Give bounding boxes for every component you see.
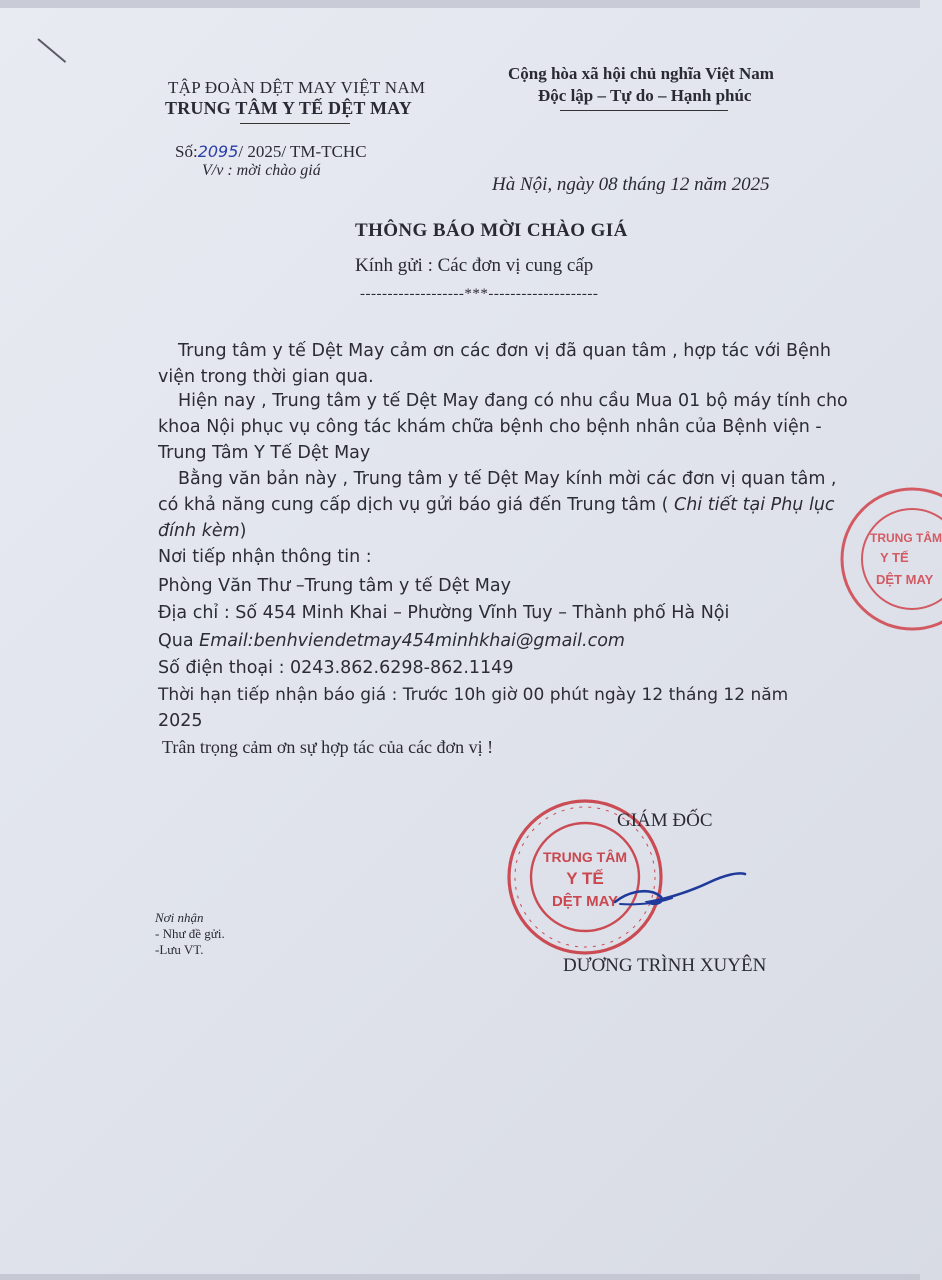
contact-email-line	[158, 631, 625, 651]
appendix-reference-end: đính kèm	[158, 521, 240, 541]
reference-prefix: Số:	[175, 142, 198, 161]
header-rule-left	[240, 123, 350, 124]
body-p3-close: )	[239, 521, 247, 541]
contact-email-prefix: Qua	[158, 631, 200, 651]
org-parent: TẬP ĐOÀN DỆT MAY VIỆT NAM	[168, 78, 426, 97]
header-rule-right	[560, 110, 728, 111]
body-p3-line1: Bằng văn bản này , Trung tâm y tế Dệt May kính mời các đơn vị quan tâm ,	[178, 469, 837, 489]
body-p3-line3	[158, 521, 247, 541]
contact-phone: Số điện thoại : 0243.862.6298-862.1149	[158, 658, 514, 678]
reference-number	[175, 142, 367, 162]
reference-suffix: / 2025/ TM-TCHC	[238, 142, 367, 161]
national-motto: Độc lập – Tự do – Hạnh phúc	[538, 86, 752, 105]
appendix-reference: Chi tiết tại Phụ lục	[674, 495, 835, 515]
dateline: Hà Nội, ngày 08 tháng 12 năm 2025	[492, 174, 770, 195]
document-title: THÔNG BÁO MỜI CHÀO GIÁ	[355, 220, 628, 241]
body-p1-line1: Trung tâm y tế Dệt May cảm ơn các đơn vị đã quan tâm , hợp tác với Bệnh	[178, 341, 831, 361]
greeting: Kính gửi : Các đơn vị cung cấp	[355, 255, 594, 276]
org-name: TRUNG TÂM Y TẾ DỆT MAY	[165, 98, 412, 118]
paper-edge-bottom	[0, 1274, 920, 1280]
handwritten-signature	[560, 860, 750, 920]
divider: -------------------***--------------------	[360, 286, 599, 302]
recipient-item: - Như đề gửi.	[155, 926, 225, 941]
national-title: Cộng hòa xã hội chủ nghĩa Việt Nam	[508, 64, 774, 83]
stamp-line3: DỆT MAY	[551, 893, 619, 910]
signatory-name: DƯƠNG TRÌNH XUYÊN	[563, 955, 767, 976]
contact-heading: Nơi tiếp nhận thông tin :	[158, 547, 372, 567]
contact-address: Địa chỉ : Số 454 Minh Khai – Phường Vĩnh Tuy – Thành phố Hà Nội	[158, 603, 730, 623]
body-p2-line1: Hiện nay , Trung tâm y tế Dệt May đang có nhu cầu Mua 01 bộ máy tính cho	[178, 391, 848, 411]
stamp-line2: Y TẾ	[566, 869, 604, 888]
side-stamp-line3: DỆT MAY	[876, 572, 934, 587]
handwritten-number: 2095	[197, 142, 239, 161]
side-stamp	[832, 484, 942, 634]
recipients-heading: Nơi nhận	[155, 910, 204, 925]
recipient-item: -Lưu VT.	[155, 942, 204, 957]
paper-edge-top	[0, 0, 920, 8]
deadline-line2: 2025	[158, 711, 203, 731]
pencil-mark	[37, 38, 66, 63]
signatory-title: GIÁM ĐỐC	[617, 810, 713, 831]
stamp-line1: TRUNG TÂM	[543, 849, 627, 865]
body-p3-line2	[158, 495, 835, 515]
contact-email: Email:benhviendetmay454minhkhai@gmail.com	[199, 631, 625, 651]
body-p2-line3: Trung Tâm Y Tế Dệt May	[158, 443, 371, 463]
deadline-line1: Thời hạn tiếp nhận báo giá : Trước 10h giờ 00 phút ngày 12 tháng 12 năm	[158, 685, 789, 705]
side-stamp-line2: Y TẾ	[880, 550, 909, 565]
closing-line: Trân trọng cảm ơn sự hợp tác của các đơn vị !	[162, 737, 494, 757]
side-stamp-line1: TRUNG TÂM	[870, 531, 942, 545]
contact-office: Phòng Văn Thư –Trung tâm y tế Dệt May	[158, 576, 511, 596]
subject-line: V/v : mời chào giá	[202, 162, 321, 179]
body-p1-line2: viện trong thời gian qua.	[158, 367, 374, 387]
body-p3-line2-text: có khả năng cung cấp dịch vụ gửi báo giá đến Trung tâm (	[158, 495, 674, 515]
body-p2-line2: khoa Nội phục vụ công tác khám chữa bệnh cho bệnh nhân của Bệnh viện -	[158, 417, 822, 437]
